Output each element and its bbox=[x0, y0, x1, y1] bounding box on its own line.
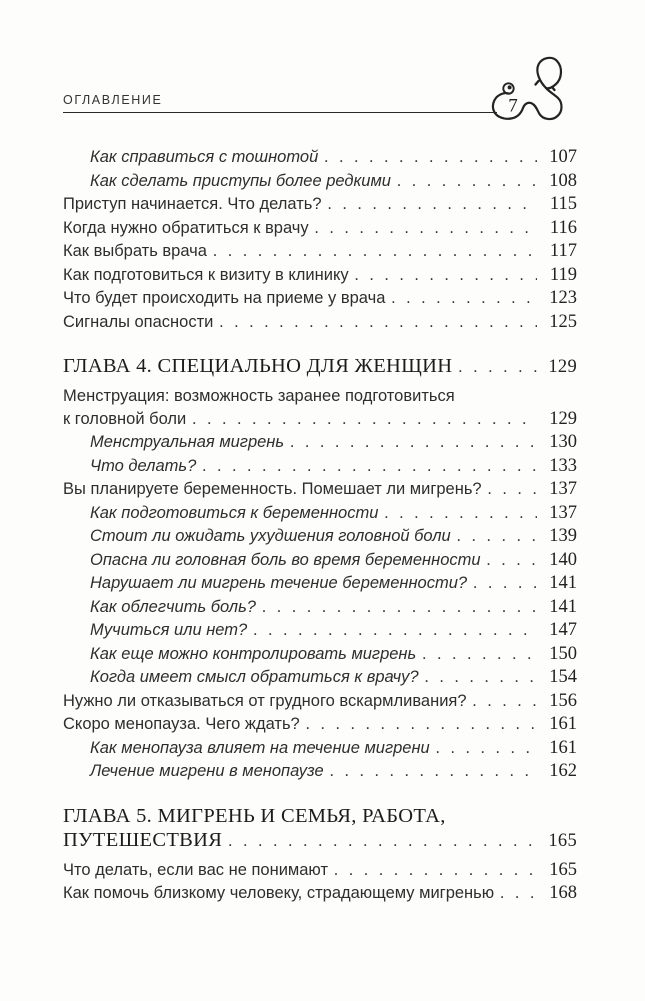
toc-entry bbox=[63, 193, 577, 217]
dot-leader bbox=[500, 882, 537, 906]
toc-entry-row bbox=[63, 478, 577, 502]
toc-page-number: 154 bbox=[549, 667, 577, 687]
toc-entry bbox=[63, 525, 577, 549]
toc-entry-text: Как подготовиться к беременности bbox=[90, 503, 379, 522]
dot-leader bbox=[334, 859, 537, 883]
toc-entry-row bbox=[63, 882, 577, 906]
dot-leader bbox=[422, 643, 537, 667]
toc-page-number: 162 bbox=[549, 761, 577, 781]
toc-entry bbox=[63, 478, 577, 502]
toc-page-number: 129 bbox=[548, 357, 577, 377]
dot-leader bbox=[355, 264, 537, 288]
dot-leader bbox=[330, 760, 537, 784]
toc-entry bbox=[63, 643, 577, 667]
toc-page-number: 165 bbox=[549, 859, 577, 880]
toc-entry-row bbox=[63, 713, 577, 737]
toc-page-number: 137 bbox=[549, 479, 577, 499]
toc-entry-text: ГЛАВА 5. МИГРЕНЬ И СЕМЬЯ, РАБОТА, bbox=[63, 804, 446, 827]
toc-entry-text: ПУТЕШЕСТВИЯ bbox=[63, 828, 223, 851]
toc-entry-text: Скоро менопауза. Чего ждать? bbox=[63, 715, 300, 733]
toc-entry-row bbox=[90, 146, 577, 170]
toc-entry-row bbox=[90, 572, 577, 596]
dot-leader bbox=[488, 478, 537, 502]
toc-entry-row bbox=[63, 828, 577, 854]
toc-entry-text: к головной боли bbox=[63, 409, 187, 428]
dot-leader bbox=[425, 666, 537, 690]
toc-entry-row bbox=[90, 455, 577, 479]
toc-page-number: 161 bbox=[549, 737, 577, 758]
dot-leader bbox=[213, 240, 537, 264]
toc-entry-text: Мучиться или нет? bbox=[90, 621, 248, 639]
toc-entry bbox=[63, 882, 577, 906]
toc-entry-row bbox=[63, 264, 577, 288]
toc-entry bbox=[63, 146, 577, 170]
toc-entry-row bbox=[63, 859, 577, 883]
toc-entry-text: Как облегчить боль? bbox=[90, 597, 256, 616]
toc-entry bbox=[63, 455, 577, 479]
dot-leader bbox=[436, 737, 537, 761]
toc-entry bbox=[63, 596, 577, 620]
toc-page-number: 139 bbox=[549, 526, 577, 546]
toc-entry-text: Лечение мигрени в менопаузе bbox=[90, 762, 324, 780]
stethoscope-icon bbox=[486, 48, 586, 136]
toc-page-number: 116 bbox=[549, 217, 577, 238]
toc-page-number: 168 bbox=[549, 883, 577, 903]
dot-leader bbox=[253, 619, 537, 643]
toc-entry bbox=[63, 572, 577, 596]
dot-leader bbox=[473, 690, 537, 714]
dot-leader bbox=[202, 455, 537, 479]
toc-entry-row bbox=[63, 217, 577, 241]
toc-page-number: 119 bbox=[549, 264, 577, 285]
dot-leader bbox=[290, 431, 537, 455]
toc-entry bbox=[63, 385, 577, 431]
toc-entry-row bbox=[90, 760, 577, 784]
dot-leader bbox=[192, 408, 537, 432]
toc-entry-row bbox=[90, 737, 577, 761]
dot-leader bbox=[457, 525, 537, 549]
toc-entry-row bbox=[63, 690, 577, 714]
toc-entry bbox=[63, 431, 577, 455]
dot-leader bbox=[397, 170, 537, 194]
toc-page-number: 150 bbox=[549, 643, 577, 664]
toc-entry-row bbox=[90, 549, 577, 573]
toc-page-number: 115 bbox=[549, 194, 577, 214]
toc-entry bbox=[63, 713, 577, 737]
toc-page-number: 140 bbox=[549, 549, 577, 570]
toc-entry-text: Опасна ли головная боль во время беременности bbox=[90, 550, 481, 569]
toc-entry-text: Менструальная мигрень bbox=[90, 433, 285, 451]
toc-entry-text: Что будет происходить на приеме у врача bbox=[63, 289, 386, 307]
dot-leader bbox=[458, 354, 537, 380]
toc-entry bbox=[63, 666, 577, 690]
toc-entry-text: Приступ начинается. Что делать? bbox=[63, 195, 322, 213]
toc-entry-text: Как сделать приступы более редкими bbox=[90, 171, 391, 190]
dot-leader bbox=[315, 217, 537, 241]
toc-entry bbox=[63, 690, 577, 714]
toc-entry bbox=[63, 737, 577, 761]
page-header-title: ОГЛАВЛЕНИЕ bbox=[63, 93, 163, 107]
dot-leader bbox=[262, 596, 537, 620]
toc-entry-row bbox=[90, 643, 577, 667]
dot-leader bbox=[228, 828, 537, 854]
toc-page-number: 137 bbox=[549, 502, 577, 523]
toc-entry-row bbox=[90, 502, 577, 526]
toc-entry-row bbox=[63, 240, 577, 264]
toc-entry bbox=[63, 240, 577, 264]
toc-entry bbox=[63, 287, 577, 311]
toc-entry bbox=[63, 859, 577, 883]
toc-entry-row bbox=[90, 596, 577, 620]
toc-page-number: 141 bbox=[549, 596, 577, 617]
toc-page-number: 165 bbox=[548, 830, 577, 851]
toc-entry-text: Вы планируете беременность. Помешает ли мигрень? bbox=[63, 480, 482, 498]
dot-leader bbox=[391, 287, 537, 311]
toc-entry bbox=[63, 502, 577, 526]
toc-entry-text: Что делать? bbox=[90, 456, 197, 475]
toc-page-number: 141 bbox=[549, 573, 577, 593]
toc-entry bbox=[63, 264, 577, 288]
toc-entry-text: Нужно ли отказываться от грудного вскармливания? bbox=[63, 691, 467, 710]
toc-entry-row bbox=[90, 666, 577, 690]
dot-leader bbox=[473, 572, 537, 596]
toc-entry-text: Как выбрать врача bbox=[63, 242, 207, 260]
toc-entry-row bbox=[63, 287, 577, 311]
header-page-number: 7 bbox=[508, 95, 518, 117]
toc-page-number: 123 bbox=[549, 288, 577, 308]
toc-entry bbox=[63, 170, 577, 194]
toc-entry-text: Когда нужно обратиться к врачу bbox=[63, 218, 309, 237]
dot-leader bbox=[384, 502, 537, 526]
toc-entry-text: Как справиться с тошнотой bbox=[90, 148, 319, 166]
dot-leader bbox=[219, 311, 537, 335]
toc-page-number: 129 bbox=[549, 408, 577, 429]
toc-entry bbox=[63, 619, 577, 643]
toc-entry-row bbox=[90, 619, 577, 643]
toc-chapter-entry bbox=[63, 804, 577, 854]
toc-entry-text: ГЛАВА 4. СПЕЦИАЛЬНО ДЛЯ ЖЕНЩИН bbox=[63, 355, 453, 377]
toc-entry-text: Как еще можно контролировать мигрень bbox=[90, 644, 417, 663]
toc-entry-text: Как помочь близкому человеку, страдающему мигренью bbox=[63, 884, 495, 902]
toc-entry bbox=[63, 549, 577, 573]
toc-page-number: 117 bbox=[549, 241, 577, 261]
toc-entry-text: Как подготовиться к визиту в клинику bbox=[63, 265, 349, 284]
toc-entry-row bbox=[90, 525, 577, 549]
toc-entry bbox=[63, 760, 577, 784]
toc-page-number: 156 bbox=[549, 690, 577, 711]
toc-entry-text: Что делать, если вас не понимают bbox=[63, 860, 328, 879]
toc-entry-row bbox=[90, 170, 577, 194]
toc-entry-text: Сигналы опасности bbox=[63, 312, 214, 331]
toc-page-number: 108 bbox=[549, 170, 577, 191]
toc-chapter-entry bbox=[63, 354, 577, 380]
header-rule bbox=[63, 112, 497, 113]
toc-entry-row bbox=[63, 408, 577, 432]
toc-entry-text: Когда имеет смысл обратиться к врачу? bbox=[90, 668, 419, 686]
toc-entry-text: Нарушает ли мигрень течение беременности? bbox=[90, 574, 468, 592]
toc-entry-row bbox=[90, 431, 577, 455]
toc-page-number: 107 bbox=[549, 147, 577, 167]
toc-page-number: 161 bbox=[549, 714, 577, 734]
dot-leader bbox=[324, 146, 537, 170]
toc-page-number: 147 bbox=[549, 620, 577, 640]
dot-leader bbox=[328, 193, 537, 217]
toc-entry-text: Стоит ли ожидать ухудшения головной боли bbox=[90, 527, 451, 545]
toc-page-number: 125 bbox=[549, 311, 577, 332]
toc-entry-text: Как менопауза влияет на течение мигрени bbox=[90, 738, 430, 757]
dot-leader bbox=[306, 713, 537, 737]
toc-list bbox=[63, 146, 577, 906]
page-header bbox=[63, 93, 577, 117]
toc-entry-row bbox=[63, 354, 577, 380]
toc-page-number: 133 bbox=[549, 455, 577, 476]
toc-entry-row bbox=[63, 193, 577, 217]
toc-entry-row bbox=[63, 311, 577, 335]
toc-entry bbox=[63, 311, 577, 335]
toc-entry bbox=[63, 217, 577, 241]
dot-leader bbox=[487, 549, 537, 573]
toc-page-number: 130 bbox=[549, 432, 577, 452]
toc-entry-text: Менструация: возможность заранее подготовиться bbox=[63, 387, 455, 405]
